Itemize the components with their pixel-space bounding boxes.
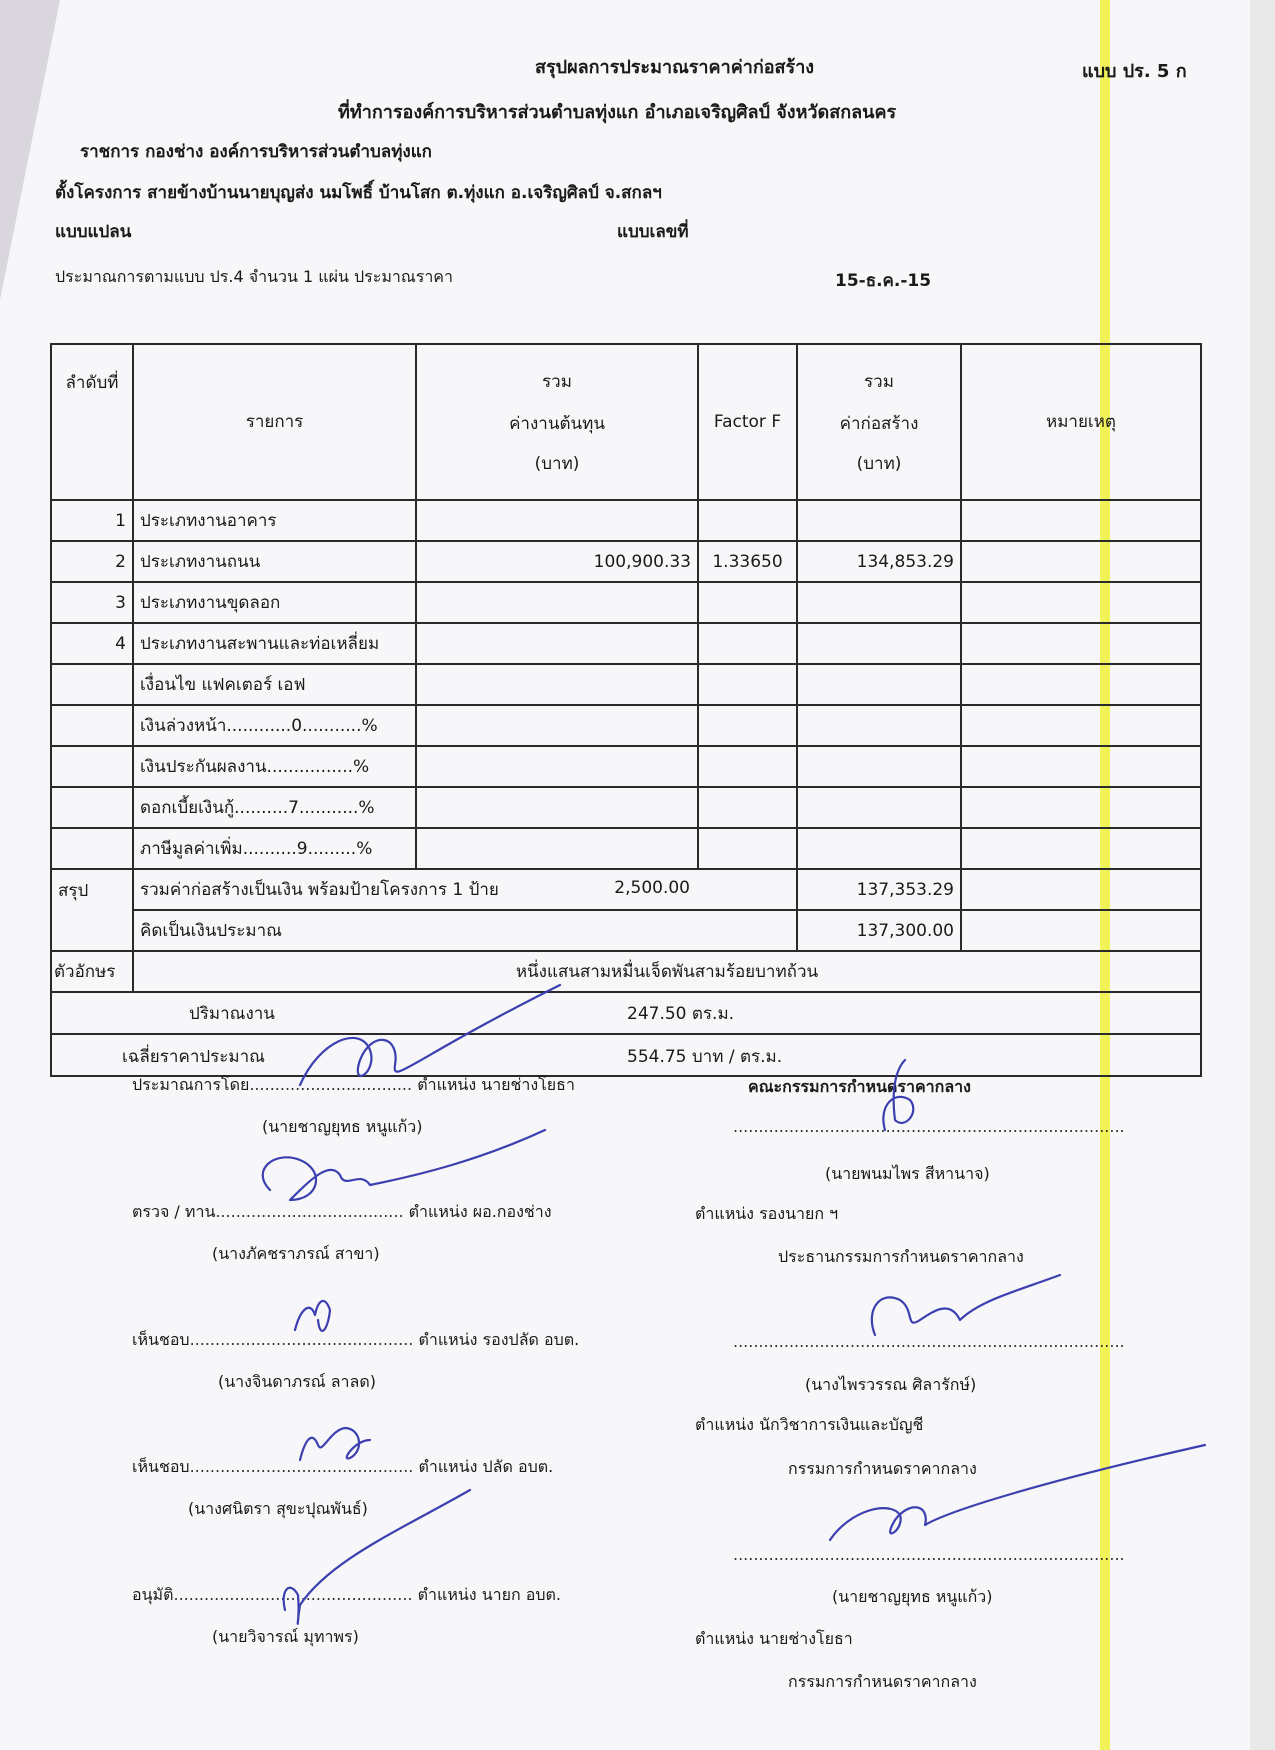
m3-role: กรรมการกำหนดราคากลาง <box>788 1672 977 1691</box>
committee-title: คณะกรรมการกำหนดราคากลาง <box>748 1077 971 1096</box>
header-item: รายการ <box>133 344 416 500</box>
quantity-label: ปริมาณงาน <box>189 1004 275 1024</box>
words-label: ตัวอักษร <box>51 951 133 992</box>
row-item: ภาษีมูลค่าเพิ่ม..........9.........% <box>133 828 416 869</box>
summary-desc: รวมค่าก่อสร้างเป็นเงิน พร้อมป้ายโครงการ 1 ป้าย <box>140 880 499 900</box>
estimator-name: (นายชาญยุทธ หนูแก้ว) <box>262 1117 423 1136</box>
agree1-position: ตำแหน่ง รองปลัด อบต. <box>418 1330 580 1349</box>
words-text: หนึ่งแสนสามหมื่นเจ็ดพันสามร้อยบาทถ้วน <box>133 951 1201 992</box>
approver-dots: ............................................... <box>173 1585 413 1604</box>
form-code: แบบ ปร. 5 ก <box>1082 61 1187 82</box>
summary-label: สรุป <box>51 869 133 910</box>
summary-sign-cost: 2,500.00 <box>614 878 690 898</box>
row-item: ประเภทงานขุดลอก <box>133 582 416 623</box>
checker-name: (นางภัคชราภรณ์ สาขา) <box>212 1244 380 1263</box>
agree2-name: (นางศนิตรา สุขะปุณพันธ์) <box>188 1499 368 1518</box>
estimate-line: ประมาณการตามแบบ ปร.4 จำนวน 1 แผ่น ประมาณราคา <box>55 267 453 286</box>
agency-line: ราชการ กองช่าง องค์การบริหารส่วนตำบลทุ่งแก <box>80 142 432 162</box>
m1-dots: ............................................................................. <box>733 1117 1125 1136</box>
row-item: ดอกเบี้ยเงินกู้..........7...........% <box>133 787 416 828</box>
doc-title: สรุปผลการประมาณราคาค่าก่อสร้าง <box>535 57 815 78</box>
approver-position: ตำแหน่ง นายก อบต. <box>417 1585 562 1604</box>
signature-approver <box>284 1490 470 1624</box>
signature-m2 <box>872 1275 1060 1335</box>
header-cost-line1: รวม <box>542 372 572 392</box>
signature-agree1 <box>295 1301 330 1331</box>
agree2-position: ตำแหน่ง ปลัด อบต. <box>418 1457 554 1476</box>
checker-dots: ..................................... <box>215 1202 404 1221</box>
header-total-line1: รวม <box>864 372 894 392</box>
row-no: 2 <box>51 541 133 582</box>
average-label: เฉลี่ยราคาประมาณ <box>122 1047 265 1067</box>
m1-name: (นายพนมไพร สีหานาจ) <box>825 1164 990 1183</box>
m2-role: กรรมการกำหนดราคากลาง <box>788 1459 977 1478</box>
approx-label: คิดเป็นเงินประมาณ <box>133 910 797 951</box>
agree1-name: (นางจินดาภรณ์ ลาลด) <box>218 1372 376 1391</box>
row-item: ประเภทงานอาคาร <box>133 500 416 541</box>
row-factor: 1.33650 <box>698 541 797 582</box>
header-remark: หมายเหตุ <box>961 344 1201 500</box>
row-item: เงินล่วงหน้า............0...........% <box>133 705 416 746</box>
checker-position: ตำแหน่ง ผอ.กองช่าง <box>408 1202 552 1221</box>
plan-no-label: แบบเลขที่ <box>617 222 689 242</box>
header-cost-line3: (บาท) <box>534 454 580 474</box>
header-total-line3: (บาท) <box>856 454 902 474</box>
row-total: 134,853.29 <box>797 541 961 582</box>
signature-m1 <box>883 1060 913 1130</box>
header-total-line2: ค่าก่อสร้าง <box>839 414 919 434</box>
row-cost: 100,900.33 <box>416 541 698 582</box>
estimator-label: ประมาณการโดย <box>132 1075 250 1094</box>
header-factor: Factor F <box>698 344 797 500</box>
m3-position: ตำแหน่ง นายช่างโยธา <box>695 1629 853 1648</box>
plan-label: แบบแปลน <box>55 222 132 242</box>
estimator-dots: ................................ <box>249 1075 413 1094</box>
signature-agree2 <box>300 1428 370 1460</box>
row-no: 4 <box>51 623 133 664</box>
row-no: 1 <box>51 500 133 541</box>
approver-name: (นายวิจารณ์ มุทาพร) <box>212 1627 359 1646</box>
agree2-label: เห็นชอบ <box>132 1457 190 1476</box>
row-item: เงื่อนไข แฟคเตอร์ เอฟ <box>133 664 416 705</box>
summary-total: 137,353.29 <box>797 869 961 910</box>
signature-m3 <box>830 1445 1205 1540</box>
project-line: ตั้งโครงการ สายข้างบ้านนายบุญส่ง นมโพธิ์ บ้านโสก ต.ทุ่งแก อ.เจริญศิลป์ จ.สกลฯ <box>55 183 662 203</box>
row-item: เงินประกันผลงาน................% <box>133 746 416 787</box>
m2-dots: ............................................................................. <box>733 1332 1125 1351</box>
row-no: 3 <box>51 582 133 623</box>
average-value: 554.75 บาท / ตร.ม. <box>627 1047 783 1067</box>
header-cost-line2: ค่างานต้นทุน <box>509 414 605 434</box>
m3-dots: ............................................................................. <box>733 1545 1125 1564</box>
m2-name: (นางไพรวรรณ ศิลารักษ์) <box>805 1375 977 1394</box>
approver-label: อนุมัติ <box>132 1585 174 1604</box>
row-item: ประเภทงานถนน <box>133 541 416 582</box>
quantity-value: 247.50 ตร.ม. <box>627 1004 735 1024</box>
m1-position: ตำแหน่ง รองนายก ฯ <box>695 1204 839 1223</box>
signature-estimator <box>300 985 560 1085</box>
m1-role: ประธานกรรมการกำหนดราคากลาง <box>778 1247 1024 1266</box>
agree2-dots: ............................................ <box>189 1457 414 1476</box>
m2-position: ตำแหน่ง นักวิชาการเงินและบัญชี <box>695 1415 924 1434</box>
doc-date: 15-ธ.ค.-15 <box>835 271 932 291</box>
header-no: ลำดับที่ <box>51 344 133 500</box>
checker-label: ตรวจ / ทาน <box>132 1202 216 1221</box>
approx-total: 137,300.00 <box>797 910 961 951</box>
signature-checker <box>263 1130 545 1200</box>
estimator-position: ตำแหน่ง นายช่างโยธา <box>417 1075 575 1094</box>
row-item: ประเภทงานสะพานและท่อเหลี่ยม <box>133 623 416 664</box>
office-line: ที่ทำการองค์การบริหารส่วนตำบลทุ่งแก อำเภอเจริญศิลป์ จังหวัดสกลนคร <box>338 102 897 123</box>
m3-name: (นายชาญยุทธ หนูแก้ว) <box>832 1587 993 1606</box>
agree1-label: เห็นชอบ <box>132 1330 190 1349</box>
agree1-dots: ............................................ <box>189 1330 414 1349</box>
